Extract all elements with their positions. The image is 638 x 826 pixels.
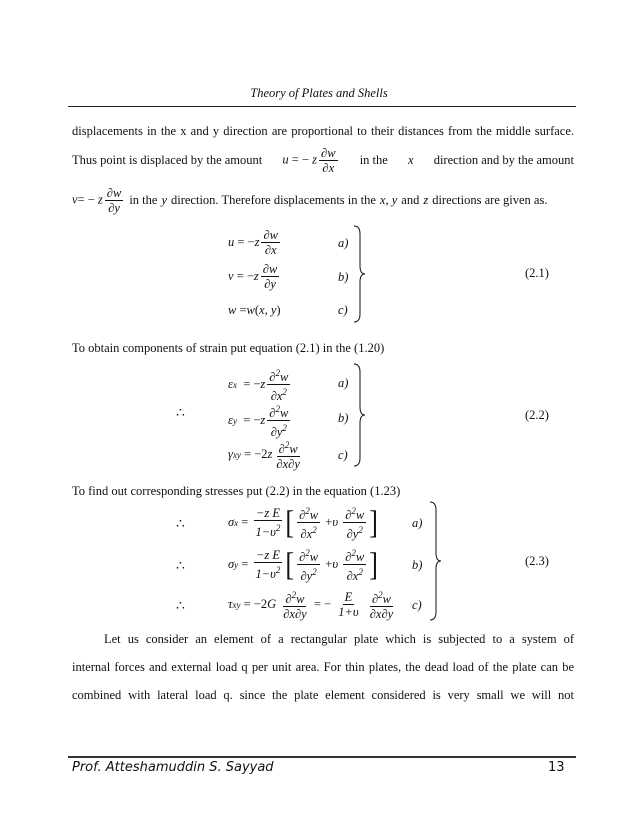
equation-2-2-b: ε y = − z $\frac{\partial^2w}{\partial y^2}$: [228, 404, 289, 440]
equation-2-1-a: u = − z $\frac{\partial w}{\partial x}$: [228, 228, 278, 257]
right-brace-icon: [352, 362, 366, 468]
equation-2-1-c: w = w ( x, y ): [228, 303, 281, 317]
equation-2-3-b: σ y = $\frac{\text{−z E}}{1-\upsilon^2}$ [ $\frac{\partial^2w}{\partial y^2}$ + υ $\frac{\partial^2w}{\partial x^2}$ ]: [228, 545, 378, 584]
equation-number: (2.2): [525, 408, 549, 422]
paragraph-line: To obtain components of strain put equation (2.1) in the (1.20): [72, 341, 385, 355]
equation-tag: c): [338, 448, 348, 462]
text-run: in the: [129, 193, 158, 207]
equation-tag: b): [338, 411, 349, 425]
therefore-symbol: ∴: [176, 517, 185, 532]
therefore-symbol: ∴: [176, 559, 185, 574]
paragraph-line: combined with lateral load q. since the plate element considered is very small we will not: [72, 688, 574, 702]
text-run: and: [401, 193, 420, 207]
text-run: direction. Therefore displacements in the: [171, 193, 376, 207]
equation-tag: b): [412, 558, 423, 572]
equation-tag: c): [412, 598, 422, 612]
equation-2-3-a: σ x = $\frac{\text{−z E}}{1-\upsilon^2}$ [ $\frac{\partial^2w}{\partial x^2}$ + υ $\frac{\partial^2w}{\partial y^2}$ ]: [228, 503, 378, 542]
page-number: 13: [548, 760, 565, 775]
page-header-title: Theory of Plates and Shells: [250, 86, 388, 100]
equation-tag: a): [338, 376, 349, 390]
paragraph-line: displacements in the x and y direction are proportional to their distances from the middle surface.: [72, 124, 574, 138]
footer-rule: [68, 756, 576, 758]
paragraph-line: Let us consider an element of a rectangular plate which is subjected to a system of: [104, 632, 574, 646]
equation-tag: a): [338, 236, 349, 250]
header-rule: [68, 106, 576, 107]
equation-2-2-c: γ xy = −2 z $\frac{\partial^2w}{\partial x\partial y}$: [228, 440, 300, 472]
equation-tag: c): [338, 303, 348, 317]
inline-formula: v= − z $\frac{\partial w}{\partial y}$: [72, 186, 122, 215]
therefore-symbol: ∴: [176, 406, 185, 421]
text-run: direction and by the amount: [433, 153, 574, 167]
equation-tag: a): [412, 516, 423, 530]
equation-tag: b): [338, 270, 349, 284]
text-run: in the: [359, 153, 388, 167]
paragraph-line: [72, 186, 574, 215]
paragraph-line: [72, 146, 574, 175]
paragraph-line: To find out corresponding stresses put (2.2) in the equation (1.23): [72, 484, 401, 498]
right-brace-icon: [352, 224, 366, 324]
right-brace-icon: [428, 500, 442, 622]
equation-number: (2.3): [525, 554, 549, 568]
inline-formula: u = − z $\frac{\partial w}{\partial x}$: [282, 146, 336, 175]
paragraph-line: internal forces and external load q per unit area. For thin plates, the dead load of the plate can be: [72, 660, 574, 674]
text-run: x, y: [379, 193, 398, 207]
footer-author: Prof. Atteshamuddin S. Sayyad: [72, 760, 274, 775]
equation-number: (2.1): [525, 266, 549, 280]
text-run: directions are given as.: [432, 193, 548, 207]
text-run: y: [161, 193, 167, 207]
equation-2-2-a: ε x = − z $\frac{\partial^2w}{\partial x^2}$: [228, 368, 289, 404]
text-run: x: [407, 153, 414, 167]
text-run: Thus point is displaced by the amount: [72, 153, 263, 167]
equation-2-3-c: τ xy = −2 G $\frac{\partial^2w}{\partial x\partial y}$ = − $\frac{E}{1+\upsilon}$ $\frac{\partial^2w}{\partial x\partial y}$: [228, 590, 394, 622]
therefore-symbol: ∴: [176, 599, 185, 614]
text-run: z: [423, 193, 429, 207]
equation-2-1-b: v = − z $\frac{\partial w}{\partial y}$: [228, 262, 278, 291]
